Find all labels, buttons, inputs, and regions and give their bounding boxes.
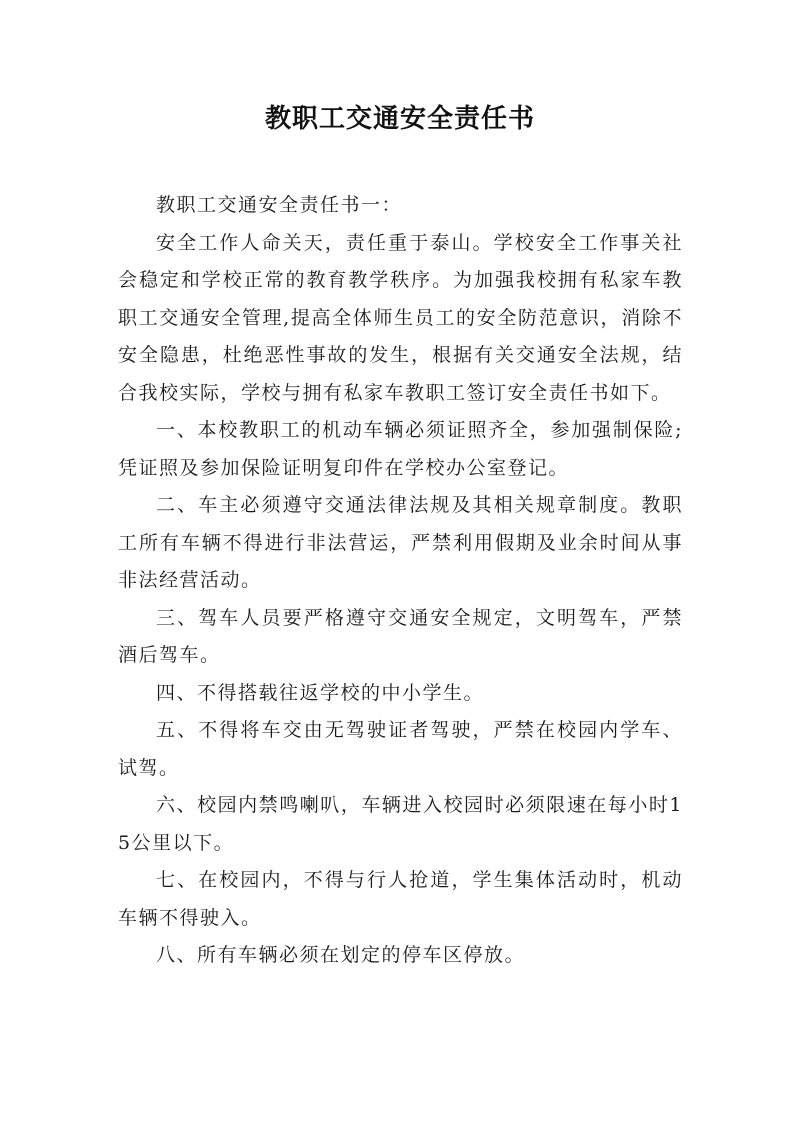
paragraph-item-4: 四、不得搭载往返学校的中小学生。 [156, 681, 485, 704]
paragraph-item-1: 一、本校教职工的机动车辆必须证照齐全，参加强制保险;凭证照及参加保险证明复印件在学校办公室登记。 [118, 419, 683, 479]
paragraph-item-8: 八、所有车辆必须在划定的停车区停放。 [156, 944, 526, 966]
section-heading: 教职工交通安全责任书一： [156, 194, 403, 216]
paragraph-intro: 安全工作人命关天，责任重于泰山。学校安全工作事关社会稳定和学校正常的教育教学秩序。为加强我校拥有私家车教职工交通安全管理,提高全体师生员工的安全防范意识，消除不安全隐患，杜绝恶性事故的发生，根据有关交通安全法规，结合我校实际，学校与拥有私家车教职工签订安全责任书如下。 [118, 231, 683, 404]
paragraph-item-7: 七、在校园内，不得与行人抢道，学生集体活动时，机动车辆不得驶入。 [118, 869, 683, 929]
paragraph-item-3: 三、驾车人员要严格遵守交通安全规定，文明驾车，严禁酒后驾车。 [118, 606, 683, 666]
paragraph-item-6: 六、校园内禁鸣喇叭，车辆进入校园时必须限速在每小时15公里以下。 [118, 794, 683, 854]
document-body [118, 187, 683, 975]
document-title: 教职工交通安全责任书 [264, 104, 535, 134]
paragraph-item-5: 五、不得将车交由无驾驶证者驾驶，严禁在校园内学车、试驾。 [118, 719, 683, 779]
paragraph-item-2: 二、车主必须遵守交通法律法规及其相关规章制度。教职工所有车辆不得进行非法营运，严禁利用假期及业余时间从事非法经营活动。 [118, 494, 683, 591]
